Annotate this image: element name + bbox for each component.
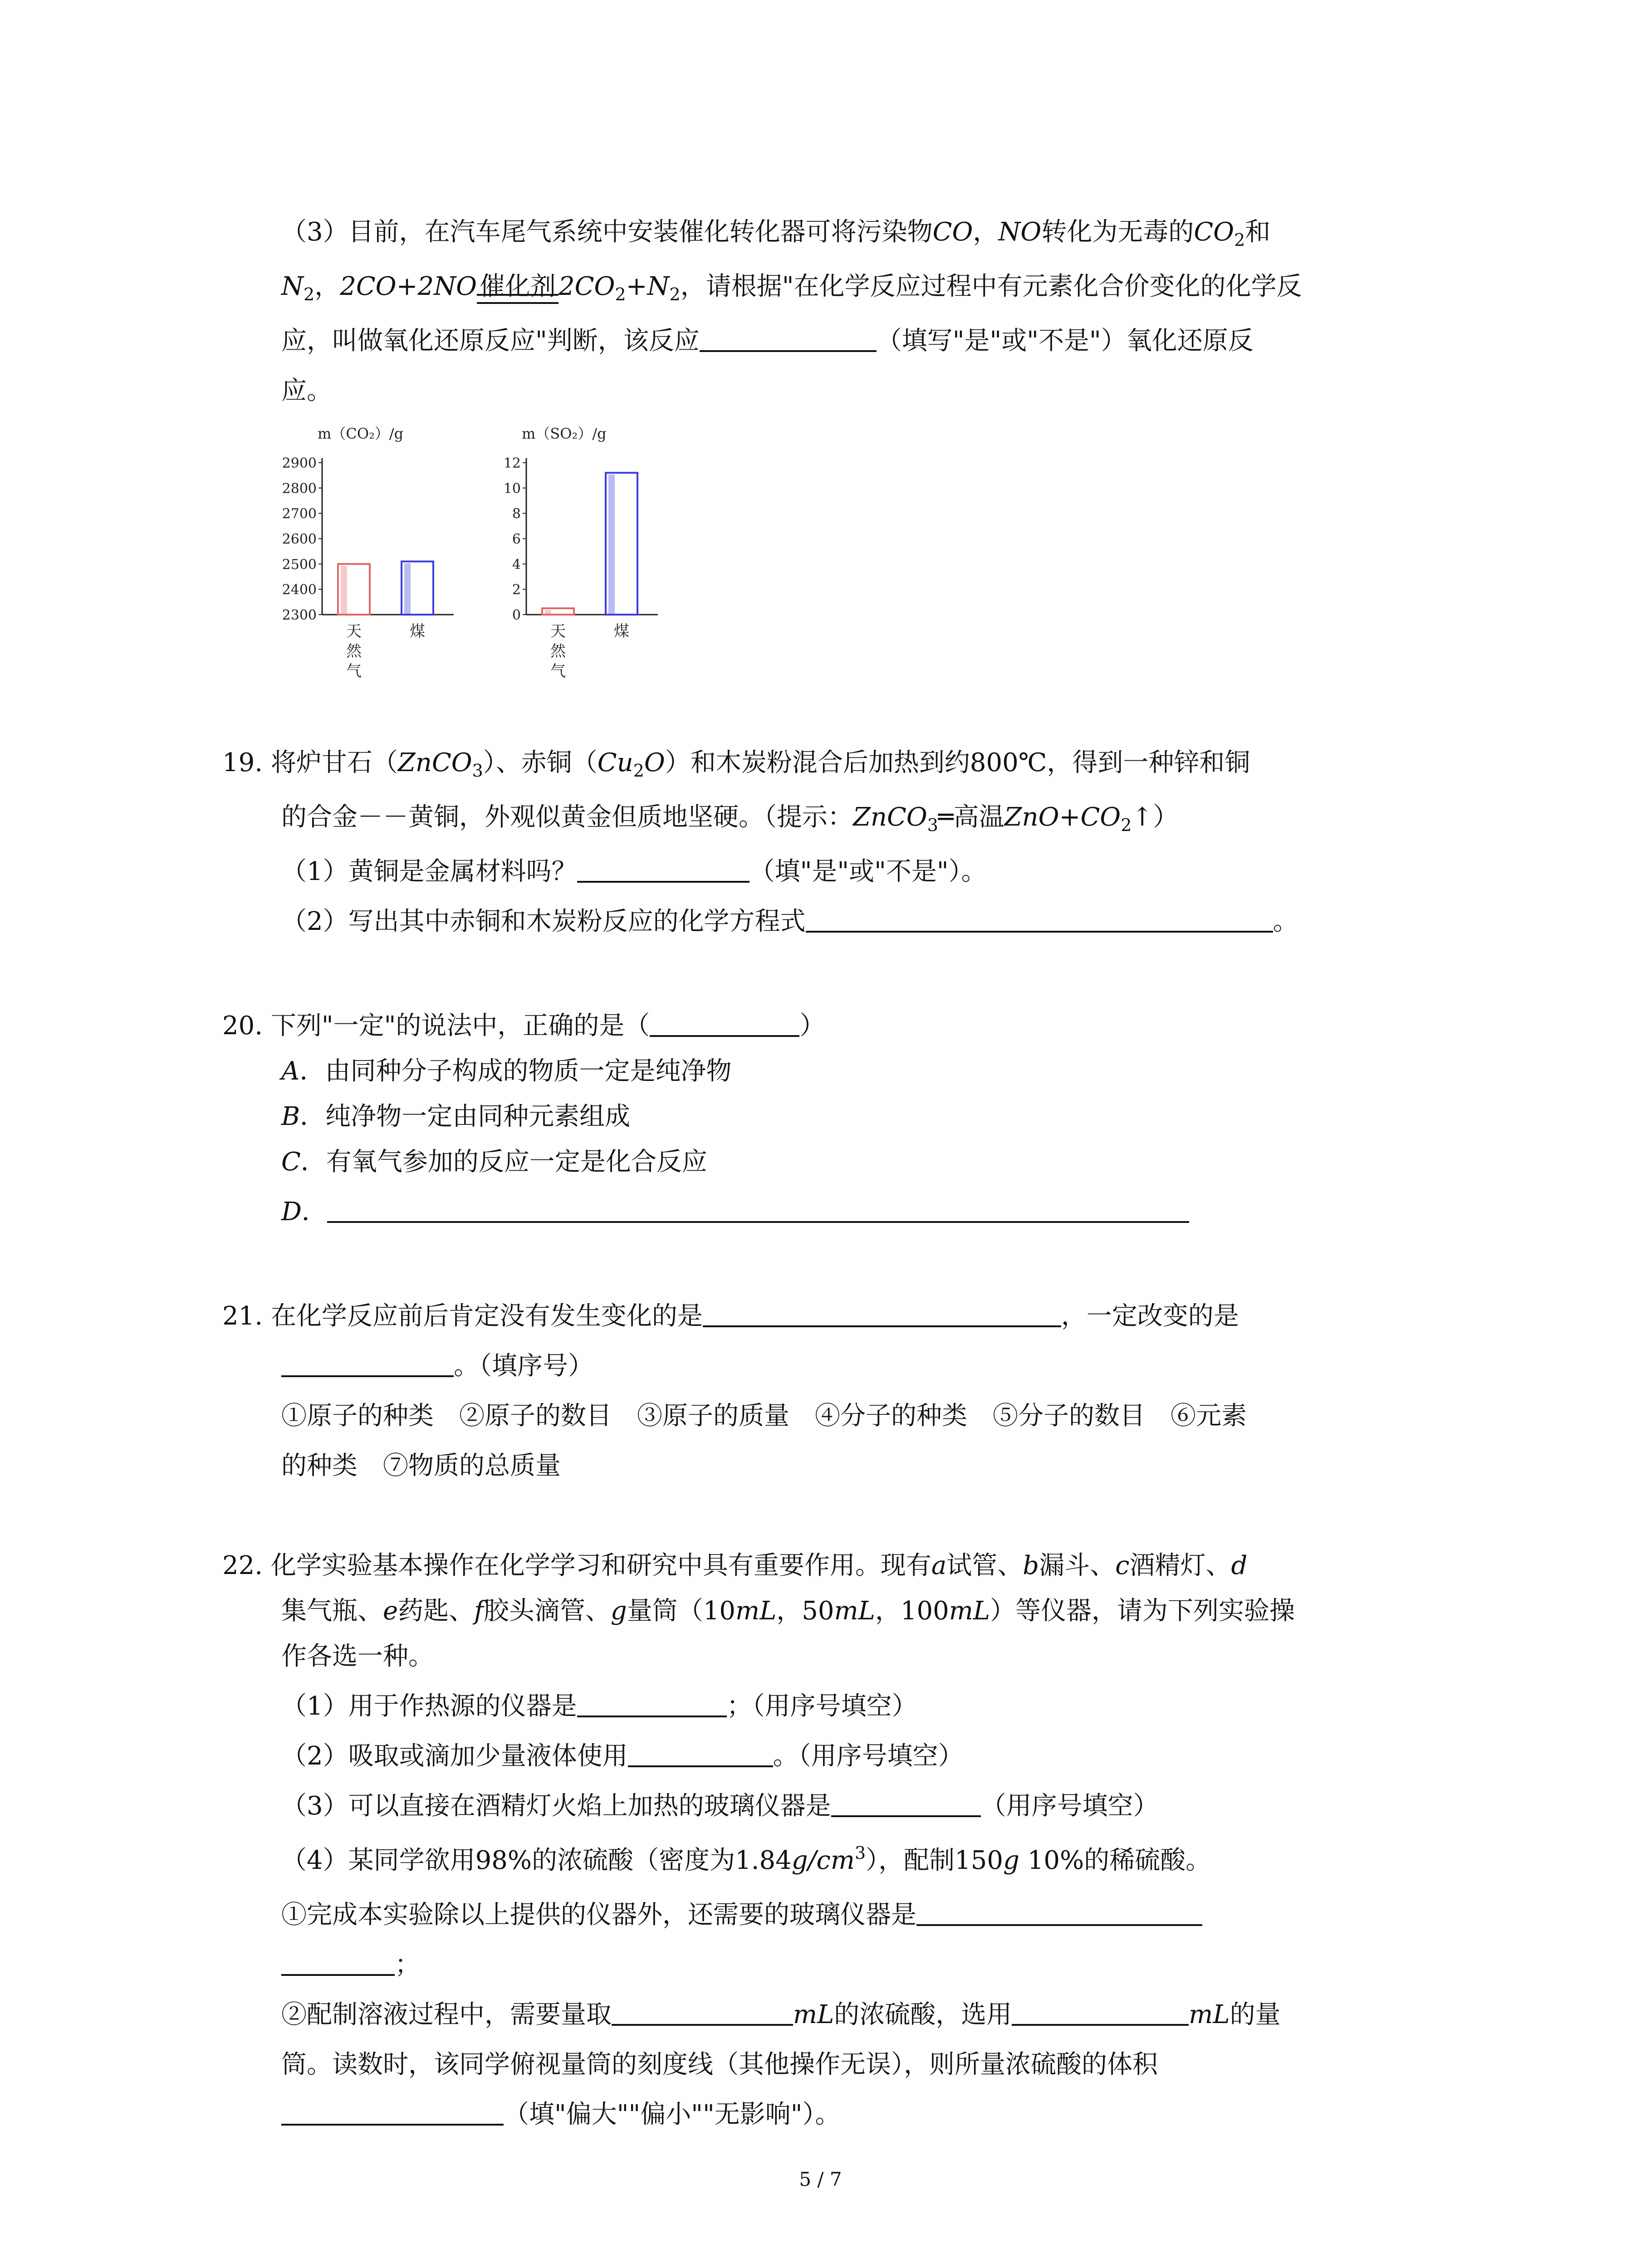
q20-option-d: D． [281, 1194, 1189, 1230]
y-tick-label: 2600 [282, 531, 317, 547]
q21-options-1: ①原子的种类 ②原子的数目 ③原子的质量 ④分子的种类 ⑤分子的数目 ⑥元素 [281, 1401, 1247, 1431]
category-label: 煤 [410, 622, 425, 640]
q20-option-c: C．有氧气参加的反应一定是化合反应 [281, 1147, 707, 1177]
chart-title: m（CO₂）/g [318, 425, 404, 442]
bar-shade [608, 474, 615, 614]
y-tick-label: 2800 [282, 480, 317, 497]
y-tick-label: 4 [512, 557, 521, 573]
question-number: 22. [222, 1551, 263, 1580]
q20-option-b: B．纯净物一定由同种元素组成 [281, 1102, 631, 1131]
q19-part1: （1）黄铜是金属材料吗？ （填"是"或"不是"）。 [281, 854, 987, 890]
answer-blank[interactable] [281, 1949, 395, 1976]
y-tick-label: 12 [503, 455, 521, 471]
so2-bar-chart [476, 420, 667, 701]
chart-title: m（SO₂）/g [522, 425, 607, 442]
co2-bar-chart [272, 420, 463, 701]
q18-p3-line1: （3）目前，在汽车尾气系统中安装催化转化器可将污染物CO，NO转化为无毒的$CO_2$和 [281, 217, 1271, 250]
page-number: 5 / 7 [799, 2168, 842, 2190]
q22-sub2-line1: ②配制溶液过程中，需要量取 mL的浓硫酸，选用 mL的量 [281, 1997, 1281, 2033]
y-tick-label: 2300 [282, 607, 317, 623]
answer-blank[interactable] [577, 1690, 727, 1717]
y-tick-label: 8 [512, 506, 521, 522]
answer-blank[interactable] [281, 2098, 504, 2126]
q22-line3: 作各选一种。 [281, 1642, 434, 1671]
answer-blank[interactable] [703, 1300, 1061, 1327]
question-number: 19. [222, 748, 263, 777]
q22-sub2-line3: （填"偏大""偏小""无影响"）。 [281, 2097, 841, 2133]
answer-blank[interactable] [327, 1196, 1189, 1223]
answer-blank[interactable] [831, 1790, 981, 1817]
q22-part2: （2）吸取或滴加少量液体使用 。（用序号填空） [281, 1738, 964, 1774]
y-tick-label: 2500 [282, 557, 317, 573]
y-tick-label: 2900 [282, 455, 317, 471]
y-tick-label: 0 [512, 607, 521, 623]
equation-lhs: 2CO+2NO [340, 272, 477, 301]
q19-line1: 19. 将炉甘石（ZnCO$_3$）、赤铜$(Cu_2O)$和木炭粉混合后加热到约800℃，得到一种锌和铜 [222, 748, 1250, 781]
answer-blank[interactable] [281, 1350, 454, 1377]
answer-blank[interactable] [628, 1740, 773, 1767]
q22-line2: 集气瓶、e药匙、f胶头滴管、g量筒（10mL，50mL，100mL）等仪器，请为下列实验操 [281, 1596, 1295, 1626]
bar-shade [404, 563, 411, 614]
category-label: 天然气 [346, 622, 362, 680]
q21-line2: 。（填序号） [281, 1348, 593, 1384]
q18-p3-line3: 应，叫做氧化还原反应"判断，该反应 （填写"是"或"不是"）氧化还原反 [281, 323, 1254, 359]
q18-p3-line4: 应。 [281, 376, 332, 406]
y-tick-label: 2 [512, 582, 521, 598]
catalyst-condition: 催化剂 [477, 269, 558, 305]
answer-blank[interactable] [612, 1999, 793, 2026]
q19-part2: （2）写出其中赤铜和木炭粉反应的化学方程式 。 [281, 904, 1298, 940]
q22-sub1-line1: ①完成本实验除以上提供的仪器外，还需要的玻璃仪器是 [281, 1897, 1202, 1933]
q19-line2: 的合金－－黄铜，外观似黄金但质地坚硬。（提示：ZnCO$_3$═高温$ZnO+CO_2↑$） [281, 802, 1179, 835]
category-label: 天然气 [550, 622, 566, 680]
y-tick-label: 6 [512, 531, 521, 547]
answer-blank[interactable] [806, 905, 1273, 933]
y-tick-label: 2700 [282, 506, 317, 522]
question-number: 20. [222, 1011, 263, 1041]
q18-p3-line2: $N_2$，2CO+2NO 催化剂 $2CO_2+N_2$，请根据"在化学反应过程中有元素化合价变化的化学反 [281, 269, 1302, 305]
category-label: 煤 [614, 622, 629, 640]
bar-shade [341, 566, 347, 614]
question-number: 21. [222, 1301, 263, 1331]
q20-stem: 20. 下列"一定"的说法中，正确的是（ ） [222, 1008, 825, 1044]
q22-sub2-line2: 筒。读数时，该同学俯视量筒的刻度线（其他操作无误），则所量浓硫酸的体积 [281, 2050, 1158, 2079]
y-tick-label: 2400 [282, 582, 317, 598]
q22-part3: （3）可以直接在酒精灯火焰上加热的玻璃仪器是 （用序号填空） [281, 1788, 1159, 1824]
y-tick-label: 10 [503, 480, 521, 497]
q22-part4: （4）某同学欲用98%的浓硫酸（密度为$1.84g/cm^3$），配制150g 10%的稀硫酸。 [281, 1843, 1211, 1875]
bar-shade [545, 610, 551, 614]
q22-part1: （1）用于作热源的仪器是 ；（用序号填空） [281, 1688, 917, 1725]
q22-line1: 22. 化学实验基本操作在化学学习和研究中具有重要作用。现有a试管、b漏斗、c酒精灯、d [222, 1551, 1248, 1580]
q20-option-a: A．由同种分子构成的物质一定是纯净物 [281, 1056, 732, 1086]
q21-line1: 21. 在化学反应前后肯定没有发生变化的是 ，一定改变的是 [222, 1298, 1239, 1334]
answer-blank[interactable] [916, 1899, 1202, 1926]
answer-blank[interactable] [577, 855, 749, 883]
answer-blank[interactable] [700, 325, 877, 352]
answer-blank[interactable] [1012, 1999, 1189, 2026]
q21-options-2: 的种类 ⑦物质的总质量 [281, 1451, 561, 1481]
q22-sub1-line2: ； [281, 1947, 420, 1983]
answer-blank[interactable] [650, 1010, 799, 1037]
